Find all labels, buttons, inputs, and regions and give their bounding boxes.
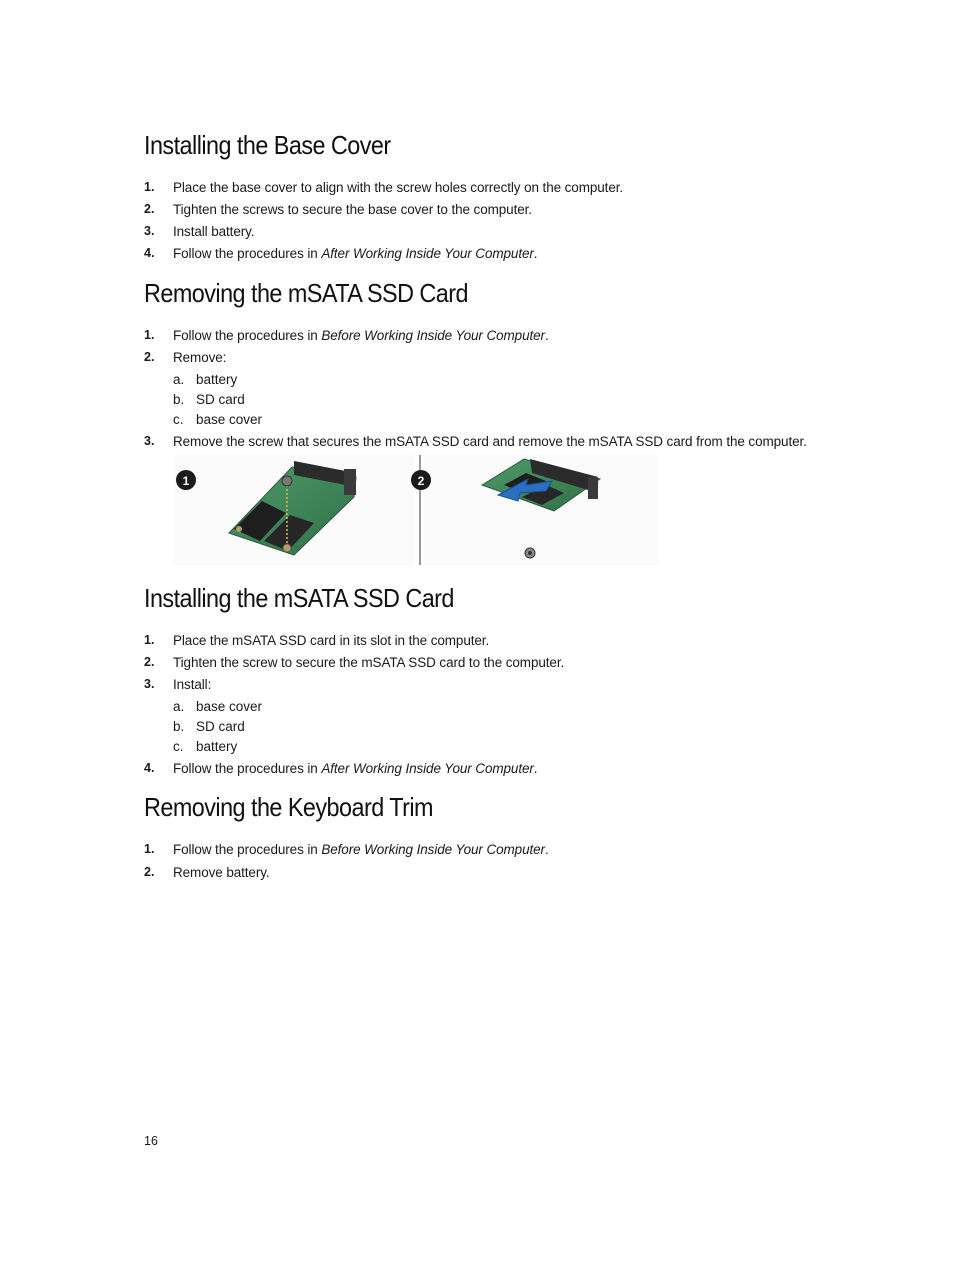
step-number: 4. bbox=[144, 246, 155, 260]
svg-text:2: 2 bbox=[417, 474, 425, 488]
step-number: 1. bbox=[144, 842, 155, 856]
step-text: Install: bbox=[173, 677, 212, 692]
step-text: Remove battery. bbox=[173, 865, 270, 880]
sub-step-letter: b. bbox=[173, 392, 185, 407]
step-number: 1. bbox=[144, 328, 155, 342]
reference-link-text: After Working Inside Your Computer bbox=[321, 761, 534, 776]
section-title-removing-keyboard-trim: Removing the Keyboard Trim bbox=[144, 792, 433, 822]
callout-1-icon bbox=[176, 470, 196, 490]
sub-step-text: battery bbox=[196, 739, 238, 754]
sub-step-letter: c. bbox=[173, 412, 184, 427]
msata-removal-illustration bbox=[174, 455, 658, 565]
step-number: 1. bbox=[144, 633, 155, 647]
sub-step-text: base cover bbox=[196, 699, 263, 714]
sub-step-letter: c. bbox=[173, 739, 184, 754]
page-number: 16 bbox=[144, 1134, 158, 1148]
step-text: Follow the procedures in Before Working Inside Your Computer. bbox=[173, 842, 549, 857]
reference-link-text: Before Working Inside Your Computer bbox=[321, 328, 545, 343]
step-text: Place the mSATA SSD card in its slot in the computer. bbox=[173, 633, 490, 648]
section-title-installing-base-cover: Installing the Base Cover bbox=[144, 130, 391, 160]
sub-step-text: battery bbox=[196, 372, 238, 387]
sub-step-letter: a. bbox=[173, 699, 185, 714]
step-number: 2. bbox=[144, 865, 155, 879]
sub-step-letter: b. bbox=[173, 719, 185, 734]
sub-step-text: base cover bbox=[196, 412, 263, 427]
step-number: 2. bbox=[144, 202, 155, 216]
section-title-installing-msata: Installing the mSATA SSD Card bbox=[144, 583, 454, 613]
step-number: 3. bbox=[144, 434, 155, 448]
sub-step-text: SD card bbox=[196, 719, 245, 734]
step-text: Remove the screw that secures the mSATA SSD card and remove the mSATA SSD card from the computer. bbox=[173, 434, 807, 449]
step-number: 3. bbox=[144, 224, 155, 238]
sub-step-text: SD card bbox=[196, 392, 245, 407]
illustration-svg bbox=[174, 455, 658, 565]
sub-step-letter: a. bbox=[173, 372, 185, 387]
step-number: 3. bbox=[144, 677, 155, 691]
step-text: Tighten the screw to secure the mSATA SSD card to the computer. bbox=[173, 655, 565, 670]
step-number: 1. bbox=[144, 180, 155, 194]
step-number: 2. bbox=[144, 655, 155, 669]
section-title-removing-msata: Removing the mSATA SSD Card bbox=[144, 278, 468, 308]
step-text: Install battery. bbox=[173, 224, 255, 239]
reference-link-text: Before Working Inside Your Computer bbox=[321, 842, 545, 857]
step-number: 4. bbox=[144, 761, 155, 775]
callout-2-icon bbox=[411, 470, 431, 490]
svg-text:1: 1 bbox=[182, 474, 190, 488]
step-text: Tighten the screws to secure the base cover to the computer. bbox=[173, 202, 532, 217]
step-text: Remove: bbox=[173, 350, 227, 365]
step-text: Follow the procedures in Before Working Inside Your Computer. bbox=[173, 328, 549, 343]
step-number: 2. bbox=[144, 350, 155, 364]
step-text: Place the base cover to align with the screw holes correctly on the computer. bbox=[173, 180, 624, 195]
step-text: Follow the procedures in After Working Inside Your Computer. bbox=[173, 761, 538, 776]
step-text: Follow the procedures in After Working Inside Your Computer. bbox=[173, 246, 538, 261]
reference-link-text: After Working Inside Your Computer bbox=[321, 246, 534, 261]
